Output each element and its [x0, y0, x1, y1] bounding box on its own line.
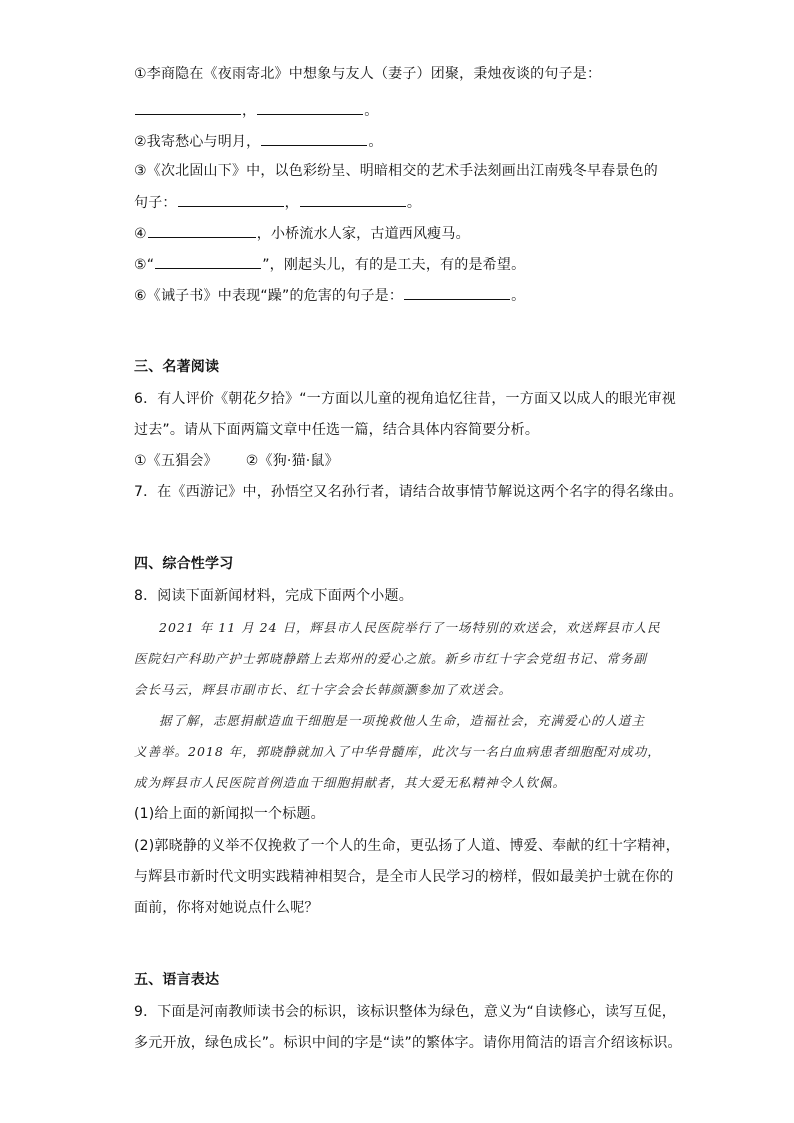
question-6-line-2: 过去”。请从下面两篇文章中任选一篇，结合具体内容简要分析。 [134, 422, 540, 438]
answer-blank-3a[interactable] [178, 192, 284, 207]
period: 。 [511, 288, 526, 304]
item1-answer-line [134, 100, 674, 121]
news-paragraph-1-line-2: 医院妇产科助产护士郭晓静踏上去郑州的爱心之旅。新乡市红十字会党组书记、常务副 [134, 651, 648, 666]
period: 。 [364, 103, 379, 119]
question-6-line-1: 6．有人评价《朝花夕拾》“一方面以儿童的视角追忆往昔，一方面又以成人的眼光审视 [134, 391, 676, 407]
item3-label: 句子： [134, 195, 177, 211]
section-5-heading: 五、语言表达 [134, 972, 220, 988]
question-item-3 [134, 161, 674, 181]
sub-question-2-line-2: 与辉县市新时代文明实践精神相契合，是全市人民学习的榜样，假如最美护士就在你的 [134, 869, 674, 885]
item4-text: ，小桥流水人家，古道西风瘦马。 [256, 226, 470, 242]
item3-question-text: ③《次北固山下》中，以色彩纷呈、明暗相交的艺术手法刻画出江南残冬早春景色的 [134, 163, 658, 179]
news-paragraph-2-line-2: 义善举。2018 年，郭晓静就加入了中华骨髓库，此次与一名白血病患者细胞配对成功， [134, 744, 661, 759]
item1-question-text: ①李商隐在《夜雨寄北》中想象与友人（妻子）团聚，秉烛夜谈的句子是： [134, 66, 602, 82]
answer-blank-5[interactable] [155, 254, 261, 269]
item4-marker: ④ [134, 226, 147, 242]
answer-blank-4[interactable] [148, 223, 256, 238]
question-6-options [134, 451, 674, 471]
question-item-5 [134, 254, 674, 275]
answer-blank-6[interactable] [404, 285, 510, 300]
question-item-4 [134, 223, 674, 244]
option-1: ①《五猖会》 [134, 453, 218, 469]
news-paragraph-1-line-1: 2021 年 11 月 24 日，辉县市人民医院举行了一场特别的欢送会，欢送辉县市人民 [159, 620, 661, 635]
item6-text: ⑥《诫子书》中表现“躁”的危害的句子是： [134, 288, 404, 304]
sub-question-2-line-3: 面前，你将对她说点什么呢？ [134, 900, 319, 916]
period: 。 [368, 134, 383, 150]
item5-marker: ⑤“ [134, 257, 155, 273]
separator-comma: ， [242, 103, 257, 119]
section-3-heading: 三、名著阅读 [134, 359, 220, 375]
question-7: 7．在《西游记》中，孙悟空又名孙行者，请结合故事情节解说这两个名字的得名缘由。 [134, 484, 683, 500]
question-8: 8．阅读下面新闻材料，完成下面两个小题。 [134, 588, 413, 604]
news-paragraph-2-line-3: 成为辉县市人民医院首例造血干细胞捐献者，其大爱无私精神令人钦佩。 [134, 775, 567, 790]
item5-text: ”，刚起头儿，有的是工夫，有的是希望。 [262, 257, 526, 273]
answer-blank-1a[interactable] [135, 100, 241, 115]
section-4-heading: 四、综合性学习 [134, 556, 234, 572]
news-paragraph-2-line-1: 据了解，志愿捐献造血干细胞是一项挽救他人生命，造福社会，充满爱心的人道主 [159, 713, 646, 728]
sub-question-1: (1)给上面的新闻拟一个标题。 [134, 806, 325, 822]
answer-blank-2[interactable] [261, 131, 367, 146]
question-item-1 [134, 64, 674, 84]
item3-answer-line [134, 192, 674, 213]
answer-blank-1b[interactable] [257, 100, 363, 115]
answer-blank-3b[interactable] [300, 192, 406, 207]
period: 。 [406, 195, 422, 211]
option-2: ②《狗·猫·鼠》 [245, 453, 339, 469]
question-9-line-1: 9．下面是河南教师读书会的标识，该标识整体为绿色，意义为“自读修心，读写互促， [134, 1004, 676, 1020]
question-item-2 [134, 131, 674, 152]
separator-comma: ， [284, 195, 299, 211]
question-item-6 [134, 285, 674, 306]
question-9-line-2: 多元开放，绿色成长”。标识中间的字是“读”的繁体字。请你用简洁的语言介绍该标识。 [134, 1035, 682, 1051]
news-paragraph-1-line-3: 会长马云，辉县市副市长、红十字会会长韩颜灏参加了欢送会。 [134, 682, 513, 697]
sub-question-2-line-1: (2)郭晓静的义举不仅挽救了一个人的生命，更弘扬了人道、博爱、奉献的红十字精神， [134, 838, 680, 854]
item2-text: ②我寄愁心与明月， [134, 134, 261, 150]
